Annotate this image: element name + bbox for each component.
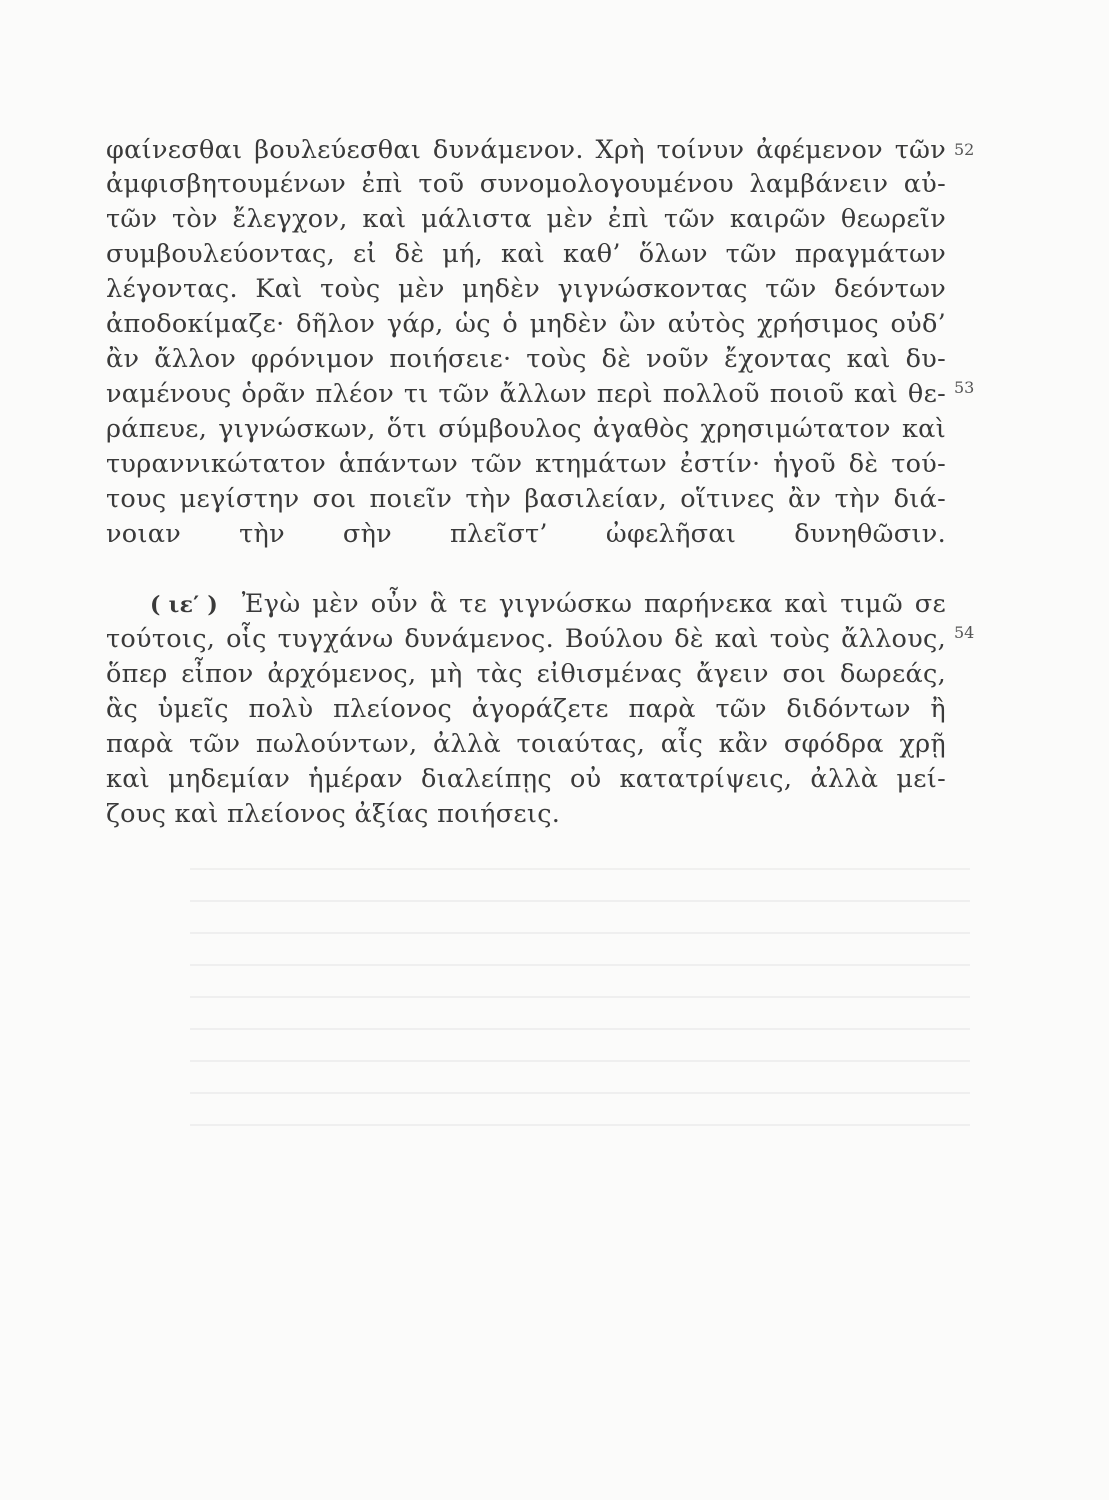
section-first-line bbox=[150, 586, 946, 623]
text-line: παρὰ τῶν πωλούντων, ἀλλὰ τοιαύτας, αἷς κἂν σφόδρα χρῇ bbox=[106, 729, 946, 759]
text-line: ἃς ὑμεῖς πολὺ πλείονος ἀγοράζετε παρὰ τῶν διδόντων ἢ bbox=[106, 694, 946, 724]
text-line: τούτοις, οἷς τυγχάνω δυνάμενος. Βούλου δὲ καὶ τοὺς ἄλλους, bbox=[106, 624, 946, 654]
text-line: λέγοντας. Καὶ τοὺς μὲν μηδὲν γιγνώσκοντας τῶν δεόντων bbox=[106, 274, 946, 304]
margin-line-number: 54 bbox=[954, 623, 975, 642]
text-line: ὅπερ εἶπον ἀρχόμενος, μὴ τὰς εἰθισμένας ἄγειν σοι δωρεάς, bbox=[106, 659, 946, 689]
text-line: νοιαν τὴν σὴν πλεῖστ’ ὠφελῆσαι δυνηθῶσιν. bbox=[106, 519, 946, 549]
text-line: συμβουλεύοντας, εἰ δὲ μή, καὶ καθ’ ὅλων τῶν πραγμάτων bbox=[106, 239, 946, 269]
text-line: τῶν τὸν ἔλεγχον, καὶ μάλιστα μὲν ἐπὶ τῶν καιρῶν θεωρεῖν bbox=[106, 204, 946, 234]
text-line: ναμένους ὁρᾶν πλέον τι τῶν ἄλλων περὶ πολλοῦ ποιοῦ καὶ θε- bbox=[106, 379, 946, 409]
text-line: ἂν ἄλλον φρόνιμον ποιήσειε· τοὺς δὲ νοῦν ἔχοντας καὶ δυ- bbox=[106, 344, 946, 374]
margin-line-number: 53 bbox=[954, 378, 975, 397]
text-line: ἀμφισβητουμένων ἐπὶ τοῦ συνομολογουμένου λαμβάνειν αὐ- bbox=[106, 169, 946, 199]
section-number: ( ιε′ ) bbox=[150, 592, 219, 618]
text-line: ἀποδοκίμαζε· δῆλον γάρ, ὡς ὁ μηδὲν ὢν αὐτὸς χρήσιμος οὐδ’ bbox=[106, 309, 946, 339]
text-line: φαίνεσθαι βουλεύεσθαι δυνάμενον. Χρὴ τοίνυν ἀφέμενον τῶν bbox=[106, 135, 946, 165]
text-line: τους μεγίστην σοι ποιεῖν τὴν βασιλείαν, οἵτινες ἂν τὴν διά- bbox=[106, 484, 946, 514]
margin-line-number: 52 bbox=[954, 140, 975, 159]
text-line: ράπευε, γιγνώσκων, ὅτι σύμβουλος ἀγαθὸς χρησιμώτατον καὶ bbox=[106, 414, 946, 444]
text-line: καὶ μηδεμίαν ἡμέραν διαλείπῃς οὐ κατατρίψεις, ἀλλὰ μεί- bbox=[106, 764, 946, 794]
section-first-line-text: Ἐγὼ μὲν οὖν ἃ τε γιγνώσκω παρήνεκα καὶ τιμῶ σε bbox=[241, 589, 947, 619]
text-line bbox=[106, 551, 946, 588]
text-line: τυραννικώτατον ἁπάντων τῶν κτημάτων ἐστίν· ἡγοῦ δὲ τού- bbox=[106, 449, 946, 479]
text-line: ζους καὶ πλείονος ἀξίας ποιήσεις. bbox=[106, 799, 561, 829]
show-through-bleed bbox=[190, 868, 970, 1168]
